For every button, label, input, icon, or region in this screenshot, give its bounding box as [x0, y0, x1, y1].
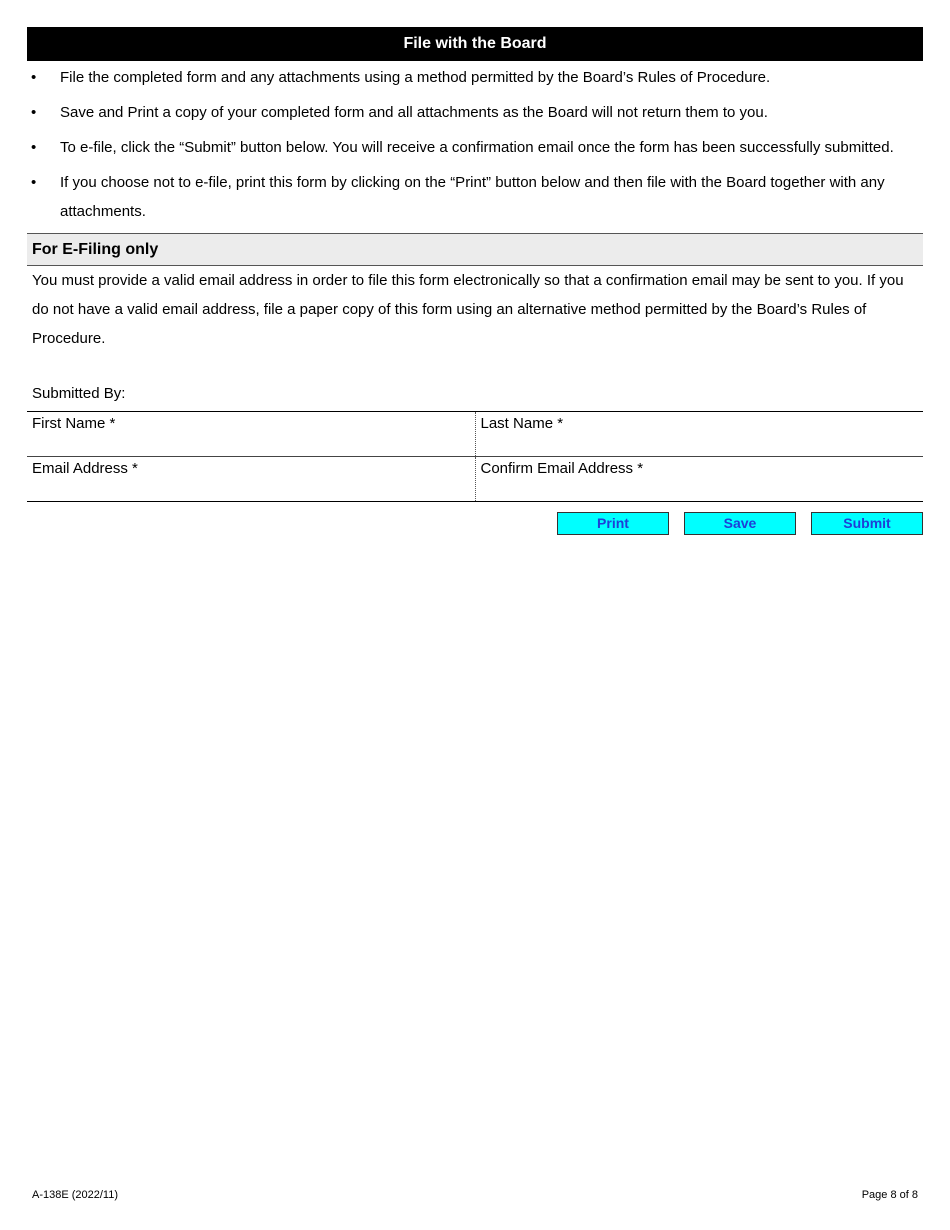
efiling-description: You must provide a valid email address in order to file this form electronically so that a confirmation email may be sent to you. If you do not have a valid email address, file a paper copy of this form using an alternative method permitted by the Board’s Rules of Procedure.: [32, 272, 904, 347]
bullet-icon: •: [31, 69, 37, 86]
first-name-field[interactable]: [32, 434, 470, 452]
confirm-email-label: Confirm Email Address *: [480, 460, 644, 477]
action-buttons: [27, 512, 923, 535]
list-item: [27, 168, 923, 226]
instruction-list: [27, 63, 923, 226]
list-item: [27, 98, 923, 127]
bullet-icon: •: [31, 174, 37, 191]
print-button[interactable]: Print: [557, 512, 669, 535]
banner-title: File with the Board: [403, 35, 547, 52]
list-item: [27, 133, 923, 162]
instruction-text: File the completed form and any attachments using a method permitted by the Board’s Rules of Procedure.: [60, 69, 771, 86]
page-number: Page 8 of 8: [861, 1189, 918, 1201]
email-row: [27, 456, 923, 501]
email-field[interactable]: [32, 479, 470, 497]
save-button[interactable]: Save: [684, 512, 796, 535]
instruction-text: Save and Print a copy of your completed form and all attachments as the Board will not return them to you.: [60, 104, 768, 121]
form-page: [27, 27, 923, 535]
efiling-heading: For E-Filing only: [27, 233, 923, 266]
section-banner: [27, 27, 923, 61]
name-row: [27, 412, 923, 456]
first-name-cell: [27, 412, 475, 456]
list-item: [27, 63, 923, 92]
bullet-icon: •: [31, 104, 37, 121]
instruction-text: To e-file, click the “Submit” button below. You will receive a confirmation email once the form has been successfully submitted.: [60, 139, 894, 156]
submitter-form: [27, 411, 923, 502]
email-cell: [27, 457, 475, 501]
first-name-label: First Name *: [32, 415, 116, 432]
submitted-by-label: Submitted By:: [32, 385, 126, 402]
email-label: Email Address *: [32, 460, 138, 477]
last-name-field[interactable]: [481, 434, 919, 452]
last-name-cell: [475, 412, 924, 456]
form-code: A-138E (2022/11): [32, 1189, 119, 1201]
submit-button[interactable]: Submit: [811, 512, 923, 535]
confirm-email-field[interactable]: [481, 479, 919, 497]
bullet-icon: •: [31, 139, 37, 156]
instruction-text: If you choose not to e-file, print this form by clicking on the “Print” button below and then file with the Board together with any attachments.: [60, 174, 885, 220]
confirm-email-cell: [475, 457, 924, 501]
last-name-label: Last Name *: [480, 415, 564, 432]
